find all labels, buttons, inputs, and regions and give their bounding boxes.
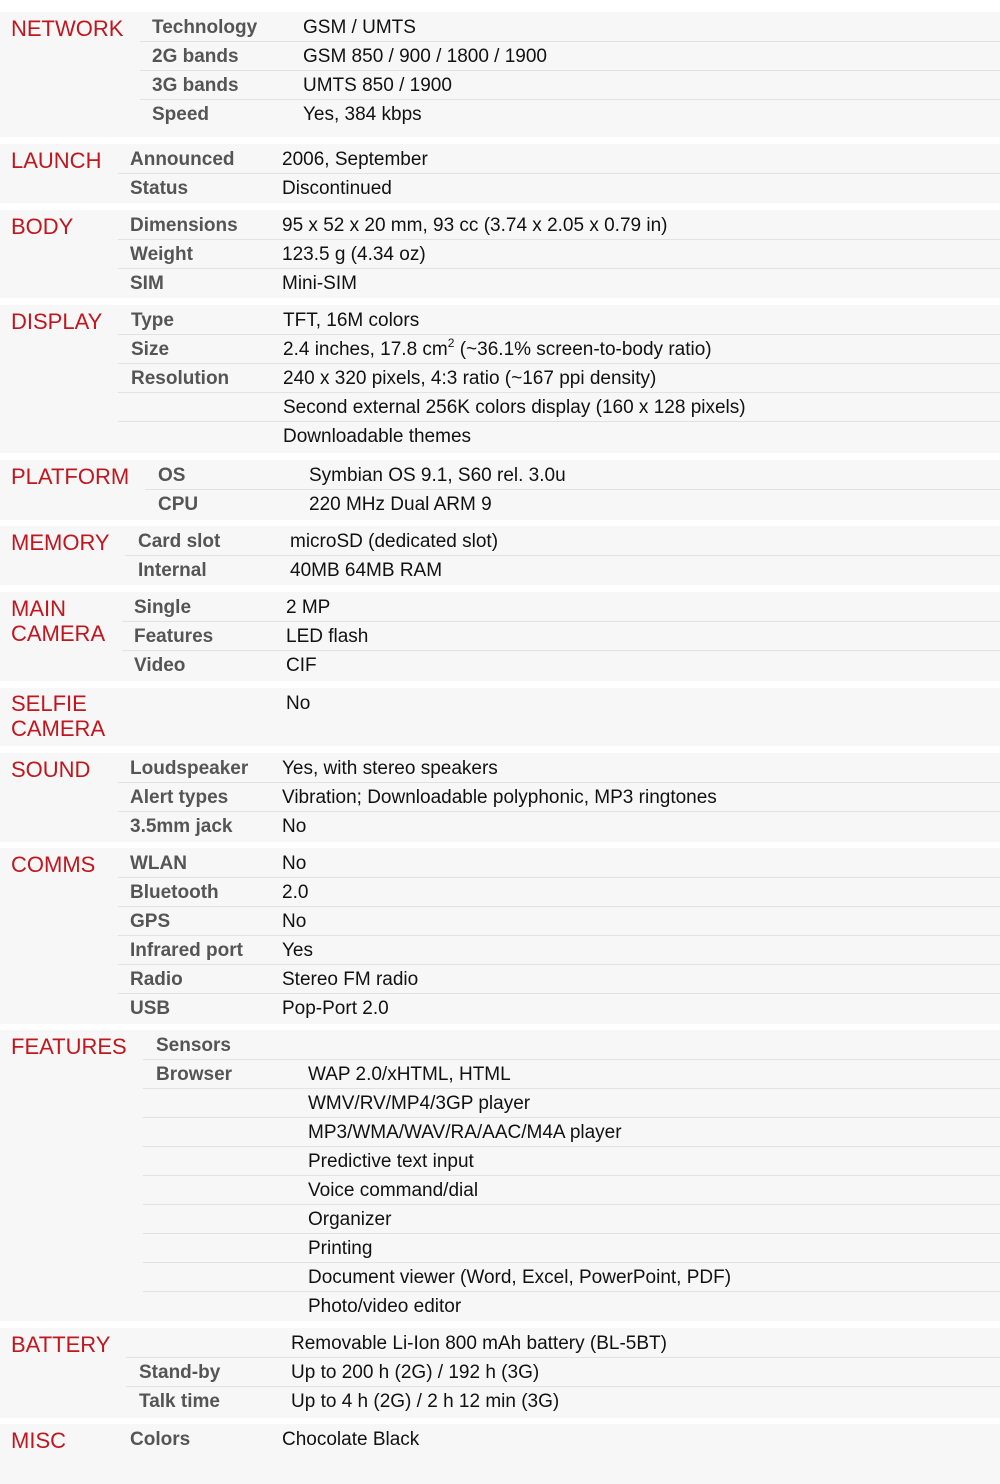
spec-value: Document viewer (Word, Excel, PowerPoint, PDF) (308, 1267, 732, 1288)
row-divider (118, 334, 1000, 335)
spec-section-main-camera (0, 592, 1000, 681)
spec-label: Stand-by (139, 1362, 221, 1383)
spec-value: GSM 850 / 900 / 1800 / 1900 (303, 46, 548, 67)
spec-value: No (282, 911, 307, 932)
spec-row (0, 995, 1000, 1023)
spec-section-features (0, 1030, 1000, 1321)
spec-value: Downloadable themes (283, 426, 472, 447)
row-divider (118, 392, 1000, 393)
row-divider (126, 1386, 1000, 1387)
spec-label: Radio (130, 969, 183, 990)
spec-row (0, 1293, 1000, 1321)
spec-row (0, 307, 1000, 335)
row-divider (118, 993, 1000, 994)
spec-label: Size (131, 339, 170, 360)
spec-value: Yes, with stereo speakers (282, 758, 498, 779)
spec-value: Discontinued (282, 178, 392, 199)
spec-row (0, 175, 1000, 203)
spec-label: Browser (156, 1064, 233, 1085)
spec-label: 3G bands (152, 75, 239, 96)
spec-value: LED flash (286, 626, 369, 647)
row-divider (118, 421, 1000, 422)
spec-value: Mini-SIM (282, 273, 357, 294)
spec-value: Second external 256K colors display (160 x 128 pixels) (283, 397, 746, 418)
spec-label: Announced (130, 149, 235, 170)
spec-label: 3.5mm jack (130, 816, 233, 837)
spec-value: 2006, September (282, 149, 428, 170)
spec-value: Predictive text input (308, 1151, 474, 1172)
spec-row (0, 850, 1000, 878)
spec-value: MP3/WMA/WAV/RA/AAC/M4A player (308, 1122, 622, 1143)
spec-value: No (282, 816, 307, 837)
spec-value: TFT, 16M colors (283, 310, 420, 331)
spec-row (0, 365, 1000, 393)
row-divider (143, 1291, 1000, 1292)
spec-label: Dimensions (130, 215, 238, 236)
section-title: SOUND (11, 757, 91, 782)
spec-row (0, 690, 1000, 718)
spec-value: WAP 2.0/xHTML, HTML (308, 1064, 511, 1085)
spec-row (0, 270, 1000, 298)
spec-row (0, 966, 1000, 994)
spec-value: 40MB 64MB RAM (290, 560, 443, 581)
spec-row (0, 212, 1000, 240)
spec-value (283, 336, 712, 364)
spec-value: WMV/RV/MP4/3GP player (308, 1093, 531, 1114)
row-divider (118, 906, 1000, 907)
spec-row (0, 1388, 1000, 1416)
spec-value: Chocolate Black (282, 1429, 420, 1450)
spec-value: Removable Li-Ion 800 mAh battery (BL-5BT) (291, 1333, 667, 1354)
row-divider (140, 70, 1000, 71)
spec-value: No (282, 853, 307, 874)
spec-value: No (286, 693, 311, 714)
section-title: SELFIE CAMERA (11, 691, 106, 741)
spec-row (0, 937, 1000, 965)
spec-row (0, 1264, 1000, 1292)
row-divider (122, 650, 1000, 651)
spec-row (0, 623, 1000, 651)
spec-value: Yes, 384 kbps (303, 104, 422, 125)
spec-value: CIF (286, 655, 317, 676)
spec-row (0, 1090, 1000, 1118)
spec-section-platform (0, 460, 1000, 520)
spec-row (0, 813, 1000, 841)
spec-row (0, 423, 1000, 451)
row-divider (118, 363, 1000, 364)
section-title: BODY (11, 214, 74, 239)
spec-label: Loudspeaker (130, 758, 249, 779)
spec-row (0, 908, 1000, 936)
spec-row (0, 1330, 1000, 1358)
section-title: FEATURES (11, 1034, 127, 1059)
spec-section-launch (0, 144, 1000, 203)
section-title: COMMS (11, 852, 96, 877)
spec-value: Pop-Port 2.0 (282, 998, 389, 1019)
spec-section-battery (0, 1328, 1000, 1418)
spec-value: 240 x 320 pixels, 4:3 ratio (~167 ppi density) (283, 368, 657, 389)
row-divider (118, 173, 1000, 174)
spec-label: Speed (152, 104, 210, 125)
spec-value: 123.5 g (4.34 oz) (282, 244, 426, 265)
spec-section-network (0, 12, 1000, 137)
spec-label: Talk time (139, 1391, 220, 1412)
row-divider (143, 1262, 1000, 1263)
row-divider (125, 555, 1000, 556)
spec-label: Features (134, 626, 214, 647)
superscript: 2 (447, 336, 455, 350)
spec-label: Status (130, 178, 189, 199)
section-title: MAIN CAMERA (11, 596, 106, 646)
row-divider (143, 1204, 1000, 1205)
spec-row (0, 43, 1000, 71)
spec-value: Yes (282, 940, 313, 961)
spec-row (0, 491, 1000, 519)
spec-label: Type (131, 310, 174, 331)
row-divider (143, 1117, 1000, 1118)
spec-value: 2.0 (282, 882, 309, 903)
spec-label: 2G bands (152, 46, 239, 67)
spec-value: 2 MP (286, 597, 331, 618)
row-divider (143, 1088, 1000, 1089)
spec-value: Organizer (308, 1209, 392, 1230)
spec-label: Sensors (156, 1035, 231, 1056)
row-divider (118, 877, 1000, 878)
spec-value: microSD (dedicated slot) (290, 531, 499, 552)
row-divider (118, 811, 1000, 812)
spec-section-sound (0, 753, 1000, 842)
row-divider (126, 1357, 1000, 1358)
section-title: PLATFORM (11, 464, 130, 489)
spec-value: GSM / UMTS (303, 17, 416, 38)
spec-label: Technology (152, 17, 258, 38)
spec-row (0, 784, 1000, 812)
spec-label: CPU (158, 494, 199, 515)
spec-label: Bluetooth (130, 882, 219, 903)
spec-row (0, 755, 1000, 783)
spec-row (0, 462, 1000, 490)
spec-row (0, 101, 1000, 129)
row-divider (118, 935, 1000, 936)
spec-label: Colors (130, 1429, 191, 1450)
spec-label: Infrared port (130, 940, 243, 961)
spec-row (0, 394, 1000, 422)
spec-value: Photo/video editor (308, 1296, 462, 1317)
section-title: MISC (11, 1428, 66, 1453)
spec-label: WLAN (130, 853, 187, 874)
spec-label: Resolution (131, 368, 230, 389)
spec-row (0, 652, 1000, 680)
spec-value: Up to 200 h (2G) / 192 h (3G) (291, 1362, 540, 1383)
spec-label: OS (158, 465, 186, 486)
section-title: DISPLAY (11, 309, 103, 334)
spec-label: GPS (130, 911, 171, 932)
spec-value: 220 MHz Dual ARM 9 (309, 494, 492, 515)
spec-value: Voice command/dial (308, 1180, 479, 1201)
spec-label: Single (134, 597, 192, 618)
spec-value: Up to 4 h (2G) / 2 h 12 min (3G) (291, 1391, 560, 1412)
row-divider (143, 1059, 1000, 1060)
spec-row (0, 1206, 1000, 1234)
spec-label: Video (134, 655, 186, 676)
spec-row (0, 594, 1000, 622)
row-divider (140, 41, 1000, 42)
row-divider (145, 489, 1000, 490)
spec-row (0, 1148, 1000, 1176)
row-divider (143, 1175, 1000, 1176)
spec-row (0, 528, 1000, 556)
spec-value: UMTS 850 / 1900 (303, 75, 452, 96)
row-divider (143, 1233, 1000, 1234)
spec-value: Symbian OS 9.1, S60 rel. 3.0u (309, 465, 566, 486)
spec-row (0, 879, 1000, 907)
spec-label: USB (130, 998, 171, 1019)
row-divider (122, 621, 1000, 622)
spec-label: SIM (130, 273, 164, 294)
spec-value-text: 2.4 inches, 17.8 cm (283, 339, 448, 360)
section-title: MEMORY (11, 530, 110, 555)
spec-row (0, 72, 1000, 100)
row-divider (118, 268, 1000, 269)
spec-value: Stereo FM radio (282, 969, 419, 990)
spec-row (0, 1359, 1000, 1387)
spec-value: 95 x 52 x 20 mm, 93 cc (3.74 x 2.05 x 0.79 in) (282, 215, 668, 236)
spec-section-memory (0, 526, 1000, 585)
spec-row (0, 241, 1000, 269)
row-divider (140, 99, 1000, 100)
spec-row (0, 1426, 1000, 1454)
row-divider (118, 964, 1000, 965)
section-title: LAUNCH (11, 148, 102, 173)
spec-row (0, 14, 1000, 42)
spec-row (0, 1235, 1000, 1263)
spec-row (0, 1119, 1000, 1147)
spec-section-comms (0, 848, 1000, 1024)
spec-section-selfie-camera (0, 688, 1000, 746)
row-divider (118, 239, 1000, 240)
spec-row (0, 146, 1000, 174)
spec-section-misc (0, 1424, 1000, 1484)
spec-value-text: (~36.1% screen-to-body ratio) (454, 339, 712, 360)
spec-row (0, 1032, 1000, 1060)
spec-row (0, 557, 1000, 585)
spec-row (0, 1061, 1000, 1089)
row-divider (143, 1146, 1000, 1147)
spec-value: Printing (308, 1238, 373, 1259)
row-divider (118, 782, 1000, 783)
section-title: NETWORK (11, 16, 124, 41)
spec-section-display (0, 305, 1000, 453)
spec-row (0, 1177, 1000, 1205)
spec-label: Card slot (138, 531, 221, 552)
spec-value: Vibration; Downloadable polyphonic, MP3 ringtones (282, 787, 717, 808)
section-title: BATTERY (11, 1332, 111, 1357)
spec-label: Weight (130, 244, 193, 265)
spec-label: Alert types (130, 787, 229, 808)
spec-label: Internal (138, 560, 207, 581)
spec-row (0, 336, 1000, 364)
spec-section-body (0, 210, 1000, 298)
